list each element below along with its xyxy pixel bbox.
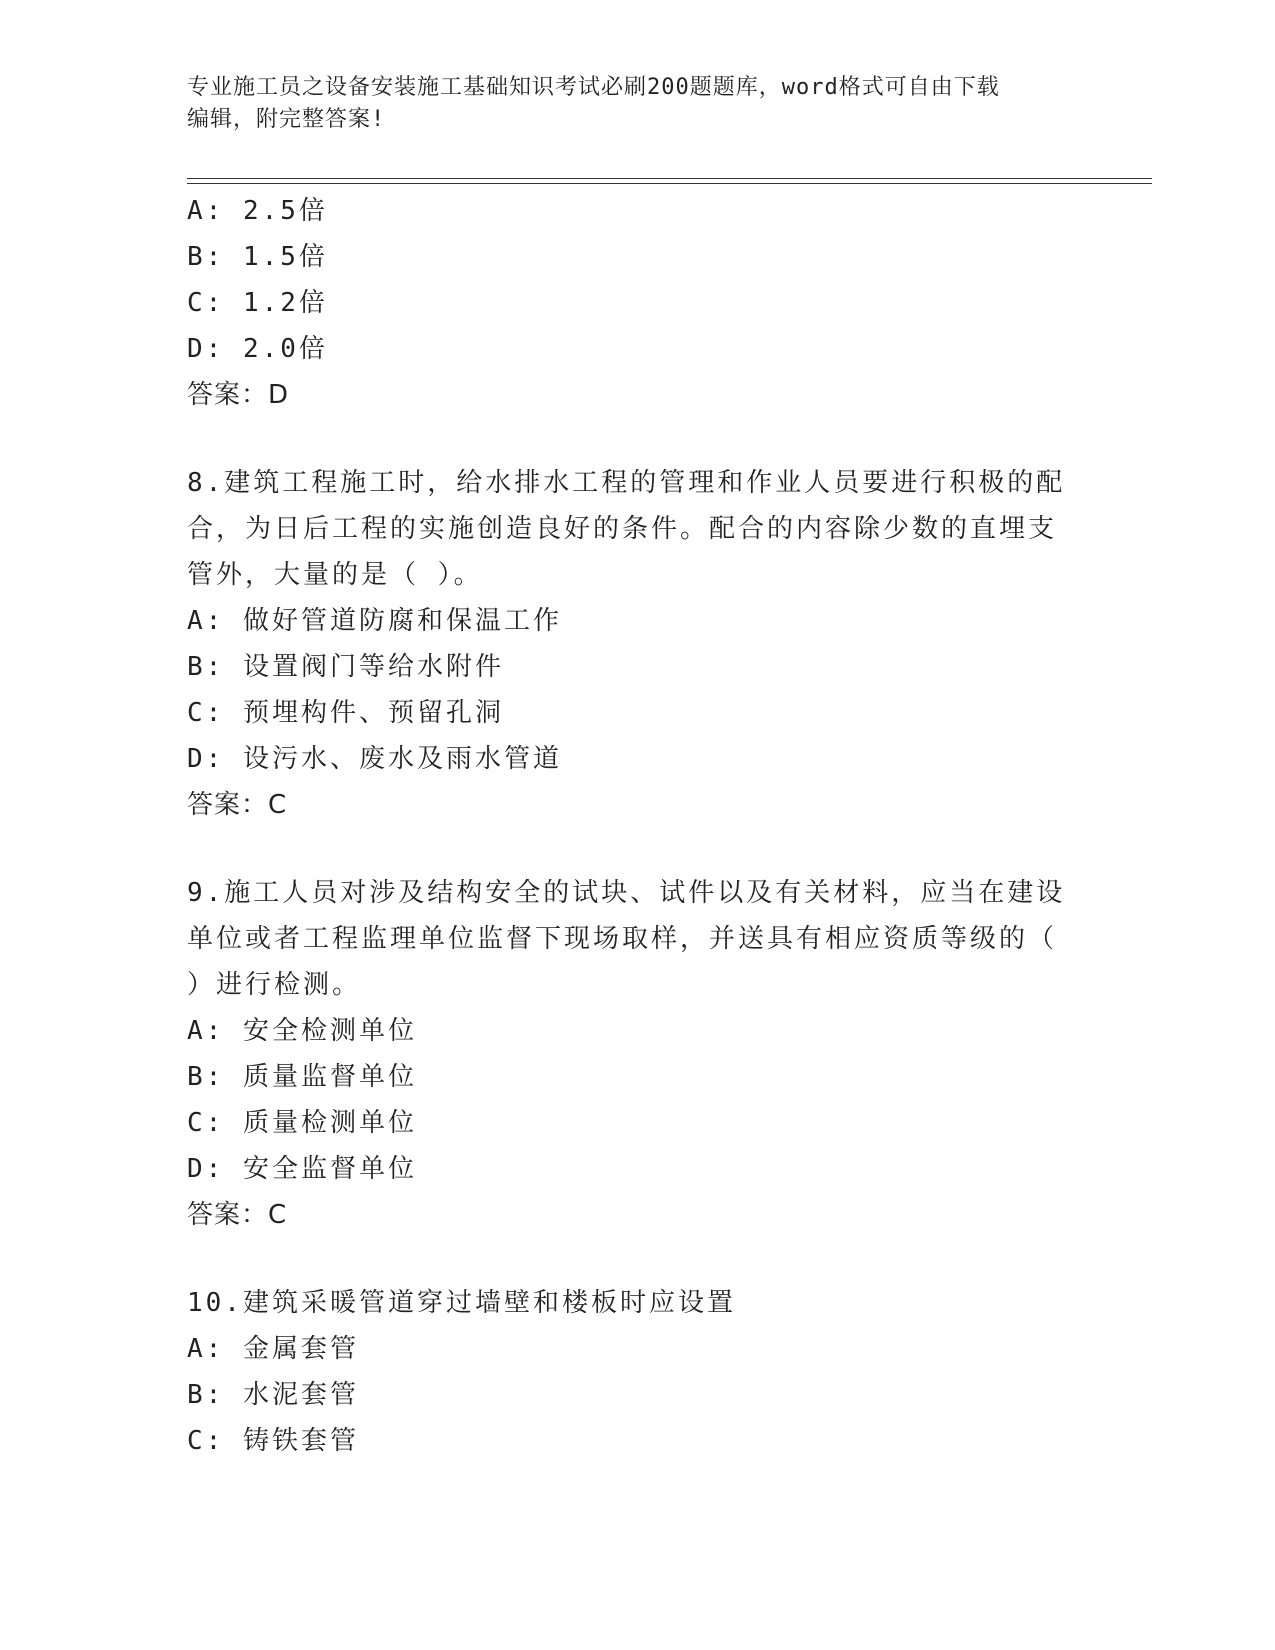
question-9	[187, 870, 1067, 1238]
question-text-line: ）进行检测。	[187, 970, 362, 1000]
question-text-line: 9.施工人员对涉及结构安全的试块、试件以及有关材料，应当在建设	[187, 878, 1066, 908]
option-c: C: 1.2倍	[187, 288, 328, 318]
option-c: C: 质量检测单位	[187, 1108, 417, 1138]
answer: 答案：C	[187, 790, 288, 820]
spacer	[187, 418, 1067, 460]
question-text-line: 8.建筑工程施工时，给水排水工程的管理和作业人员要进行积极的配	[187, 468, 1066, 498]
question-text-line: 合，为日后工程的实施创造良好的条件。配合的内容除少数的直埋支	[187, 514, 1058, 544]
question-text-line: 管外，大量的是（ ）。	[187, 560, 483, 590]
option-a: A: 安全检测单位	[187, 1016, 417, 1046]
question-7	[187, 188, 1067, 418]
question-10	[187, 1280, 1067, 1464]
page-header	[187, 72, 1087, 136]
option-b: B: 设置阀门等给水附件	[187, 652, 504, 682]
answer: 答案：D	[187, 380, 290, 410]
spacer	[187, 828, 1067, 870]
option-a: A: 金属套管	[187, 1334, 359, 1364]
option-d: D: 安全监督单位	[187, 1154, 417, 1184]
option-d: D: 2.0倍	[187, 334, 328, 364]
header-title-line-2: 编辑，附完整答案!	[187, 107, 386, 132]
spacer	[187, 1238, 1067, 1280]
option-a: A: 2.5倍	[187, 196, 328, 226]
option-a: A: 做好管道防腐和保温工作	[187, 606, 562, 636]
question-text-line: 单位或者工程监理单位监督下现场取样，并送具有相应资质等级的（	[187, 924, 1058, 954]
option-b: B: 1.5倍	[187, 242, 328, 272]
option-b: B: 水泥套管	[187, 1380, 359, 1410]
question-text-line: 10.建筑采暖管道穿过墙壁和楼板时应设置	[187, 1288, 736, 1318]
option-c: C: 预埋构件、预留孔洞	[187, 698, 504, 728]
question-8	[187, 460, 1067, 828]
option-d: D: 设污水、废水及雨水管道	[187, 744, 562, 774]
header-divider	[187, 178, 1152, 184]
question-content	[187, 188, 1067, 1464]
header-title-line-1: 专业施工员之设备安装施工基础知识考试必刷200题题库，word格式可自由下载	[187, 75, 1000, 100]
option-c: C: 铸铁套管	[187, 1426, 359, 1456]
answer: 答案：C	[187, 1200, 288, 1230]
option-b: B: 质量监督单位	[187, 1062, 417, 1092]
